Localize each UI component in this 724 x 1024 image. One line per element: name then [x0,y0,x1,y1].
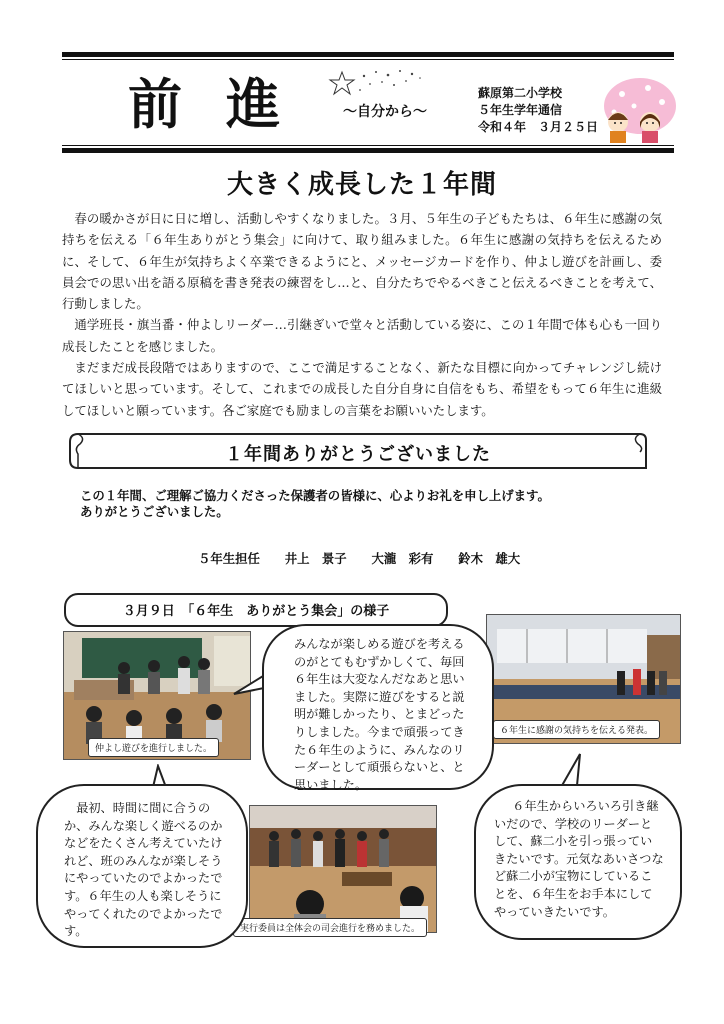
photo-gym-mc-image [250,806,436,932]
header-top-thin-rule [62,59,674,60]
header-top-rule [62,52,674,57]
thanks-message [80,488,660,520]
children-blossom-illustration-icon [596,76,678,144]
speech-bubble-left [36,784,248,948]
photo-gym-mc [249,805,437,933]
assembly-title: ３月９日 「６年生 ありがとう集会」の様子 [122,604,390,619]
header-bottom-thin-rule [62,145,674,146]
thanks-line: ありがとうございました。 [80,504,229,519]
headline: 大きく成長した１年間 [226,170,497,200]
school-info [478,85,598,136]
newsletter-name: ５年生学年通信 [478,103,563,117]
teachers: ５年生担任 井上 景子 大瀧 彩有 鈴木 雄大 [198,551,521,566]
speech-bubble-top [262,624,494,790]
article-paragraph: まだまだ成長段階ではありますので、ここで満足することなく、新たな目標に向かってチャレンジし続けてほしいと思っています。そして、これまでの成長した自分自身に自信をもち、希望をもって６年生に進級してほしいと願っています。各ご家庭でも励ましの言葉をお願いいたします。 [62,360,662,418]
thanks-title: １年間ありがとうございました [225,444,491,465]
speech-bubble-right-text: ６年生からいろいろ引き継いだので、学校のリーダーとして、蘇二小を引っ張っていきたいです。元気なあいさつなど蘇二小が宝物にしていることを、６年生をお手本にしてやっていきたいです。 [494,799,664,919]
speech-bubble-left-text: 最初、時間に間に合うのか、みんな楽しく遊べるのかなどをたくさん考えていたけれど、班のみんなが楽しそうにやっていたのでよかったです。６年生の人も楽しそうにやってくれたのでよかったです。 [64,801,223,939]
issue-date: 令和４年 ３月２５日 [478,120,599,134]
thanks-line: この１年間、ご理解ご協力くださった保護者の皆様に、心よりお礼を申し上げます。 [80,488,550,503]
speech-bubble-right [474,784,682,940]
article-paragraph: 通学班長・旗当番・仲よしリーダー…引継ぎいで堂々と活動している姿に、この１年間で体も心も一回り成長したことを感じました。 [62,317,662,354]
caption-gym-speech: ６年生に感謝の気持ちを伝える発表。 [493,720,660,739]
title-char-shin: 進 [226,73,280,136]
article-paragraph: 春の暖かさが日に日に増し、活動しやすくなりました。３月、５年生の子どもたちは、６年生に感謝の気持ちを伝える「６年生ありがとう集会」に向けて、取り組みました。６年生に感謝の気持ちを伝えるために、そして、６年生が気持ちよく卒業できるようにと、メッセージカードを作り、仲よし遊びを計画し、委員会での思い出を語る原稿を書き発表の練習をし…と、自分たちでやるべきこと伝えるべきことを考えて、行動しました。 [62,211,662,312]
caption-classroom: 仲よし遊びを進行しました。 [88,738,219,757]
title-char-zen: 前 [128,73,182,136]
caption-gym-mc: 実行委員は全体会の司会進行を務めました。 [233,918,427,937]
article-body [62,208,662,421]
subtitle: ～自分から～ [343,104,427,120]
school-name: 蘇原第二小学校 [478,86,563,100]
speech-bubble-top-text: みんなが楽しめる遊びを考えるのがとてもむずかしくて、毎回６年生は大変なんだなあと思いました。実際に遊びをすると説明が難しかったり、とまどったりしました。今まで頑張ってきた６年生のように、みんなのリーダーとして頑張らないと、と思いました。 [294,637,465,792]
header-bottom-rule [62,148,674,153]
stars-decoration-icon [320,64,430,104]
